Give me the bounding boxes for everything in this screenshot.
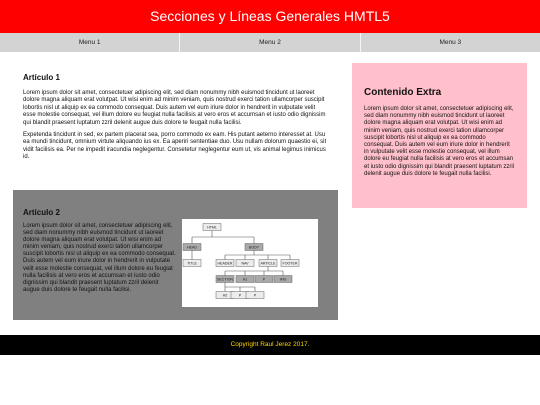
footer-copyright: Copyright Raul Jerez 2017. — [230, 341, 310, 348]
diagram-node-nav — [236, 260, 254, 267]
diagram-node-title — [183, 260, 201, 267]
article-1-paragraph-2: Expetenda tincidunt in sed, ex partem placerat sea, porro commodo ex eam. His putant aeterno interesset at. Usu ea mundi tincidunt, omnium virtute aliquando ius ex. Ea aperiri sententiae duo. Usu nullam dolorum quaestio ei, sit vidit facilisis ea. Per ne impedit iracundia neglegentur. Consetetur neglegentur eum ut, vis animal legimus inimicus id. — [23, 132, 327, 161]
dom-tree-diagram — [182, 219, 318, 307]
article-1 — [13, 63, 338, 183]
aside-text: Lorem ipsum dolor sit amet, consectetuer adipiscing elit, sed diam nonummy nibh euismod tincidunt ut laoreet dolore magna aliquam erat volutpat. Ut wisi enim ad minim veniam, quis nostrud exerci tation ullamcorper suscipit lobortis nisl ut aliquip ex ea commodo consequat. Duis autem vel eum iriure dolor in hendrerit in vulputate velit esse molestie consequat, vel illum dolore eu feugiat nulla facilisis at vero eros et accumsan et iusto odio dignissim qui blandit praesent luptatum zzril delenit augue duis dolore te feugait nulla facilisi. — [364, 106, 515, 177]
diagram-node-article-section — [216, 276, 234, 283]
article-1-paragraph-1: Lorem ipsum dolor sit amet, consectetuer adipiscing elit, sed diam nonummy nibh euismod tincidunt ut laoreet dolore magna aliquam erat volutpat. Ut wisi enim ad minim veniam, quis nostrud exerci tation ullamcorper suscipit lobortis nisl ut aliquip ex ea commodo consequat. Duis autem vel eum iriure dolor in hendrerit in vulputate velit esse molestie consequat, vel illum dolore eu feugiat nulla facilisis at vero eros et accumsan et iusto odio dignissim qui blandit praesent luptatum zzril delenit augue duis dolore te feugait nulla facilisi. — [23, 90, 326, 126]
svg-text:BODY: BODY — [248, 245, 260, 250]
svg-text:TITLE: TITLE — [187, 261, 197, 266]
svg-text:FOOTER: FOOTER — [282, 261, 298, 266]
article-2 — [13, 190, 338, 320]
dom-tree-svg — [182, 219, 318, 307]
diagram-node-article-img — [274, 276, 292, 283]
diagram-node-head — [183, 244, 201, 251]
svg-text:HTML: HTML — [207, 225, 217, 230]
svg-text:ARTICLE: ARTICLE — [260, 261, 276, 266]
page-title: Secciones y Líneas Generales HMTL5 — [150, 8, 390, 24]
nav-item-menu-1[interactable]: Menu 1 — [0, 33, 180, 52]
svg-text:HEADER: HEADER — [217, 261, 233, 266]
diagram-node-article — [259, 260, 277, 267]
diagram-node-article-h1 — [236, 276, 254, 283]
diagram-node-body — [245, 244, 263, 251]
svg-text:IMG: IMG — [279, 277, 287, 282]
svg-text:SECTION: SECTION — [217, 277, 233, 282]
svg-text:H1: H1 — [242, 277, 248, 282]
svg-text:P: P — [262, 277, 266, 282]
svg-text:NAV: NAV — [241, 261, 249, 266]
main-nav — [0, 33, 540, 52]
svg-text:H2: H2 — [222, 293, 228, 298]
svg-text:HEAD: HEAD — [187, 245, 197, 250]
nav-item-menu-3[interactable]: Menu 3 — [361, 33, 540, 52]
page-footer — [0, 335, 540, 355]
diagram-node-html — [203, 224, 221, 231]
aside-extra-content — [352, 63, 527, 208]
diagram-node-section-p — [246, 292, 264, 299]
svg-text:P: P — [238, 293, 242, 298]
article-1-title: Artículo 1 — [23, 73, 60, 82]
diagram-node-article-p — [255, 276, 273, 283]
article-2-text: Lorem ipsum dolor sit amet, consectetuer adipiscing elit, sed diam nonummy nibh euismod tincidunt ut laoreet dolore magna aliquam erat volutpat. Ut wisi enim ad minim veniam, quis nostrud exerci tation ullamcorper suscipit lobortis nisl ut aliquip ex ea commodo consequat. Duis autem vel eum iriure dolor in hendrerit in vulputate velit esse molestie consequat, vel illum dolore eu feugiat nulla facilisis at vero eros et accumsan et iusto odio dignissim qui blandit praesent luptatum zzril delenit augue duis dolore te feugait nulla facilisi. — [23, 223, 176, 293]
aside-title: Contenido Extra — [364, 87, 442, 98]
svg-text:P: P — [253, 293, 257, 298]
page-header — [0, 0, 540, 33]
article-2-title: Artículo 2 — [23, 208, 60, 217]
nav-item-menu-2[interactable]: Menu 2 — [180, 33, 360, 52]
diagram-node-header — [216, 260, 234, 267]
diagram-node-footer — [281, 260, 299, 267]
